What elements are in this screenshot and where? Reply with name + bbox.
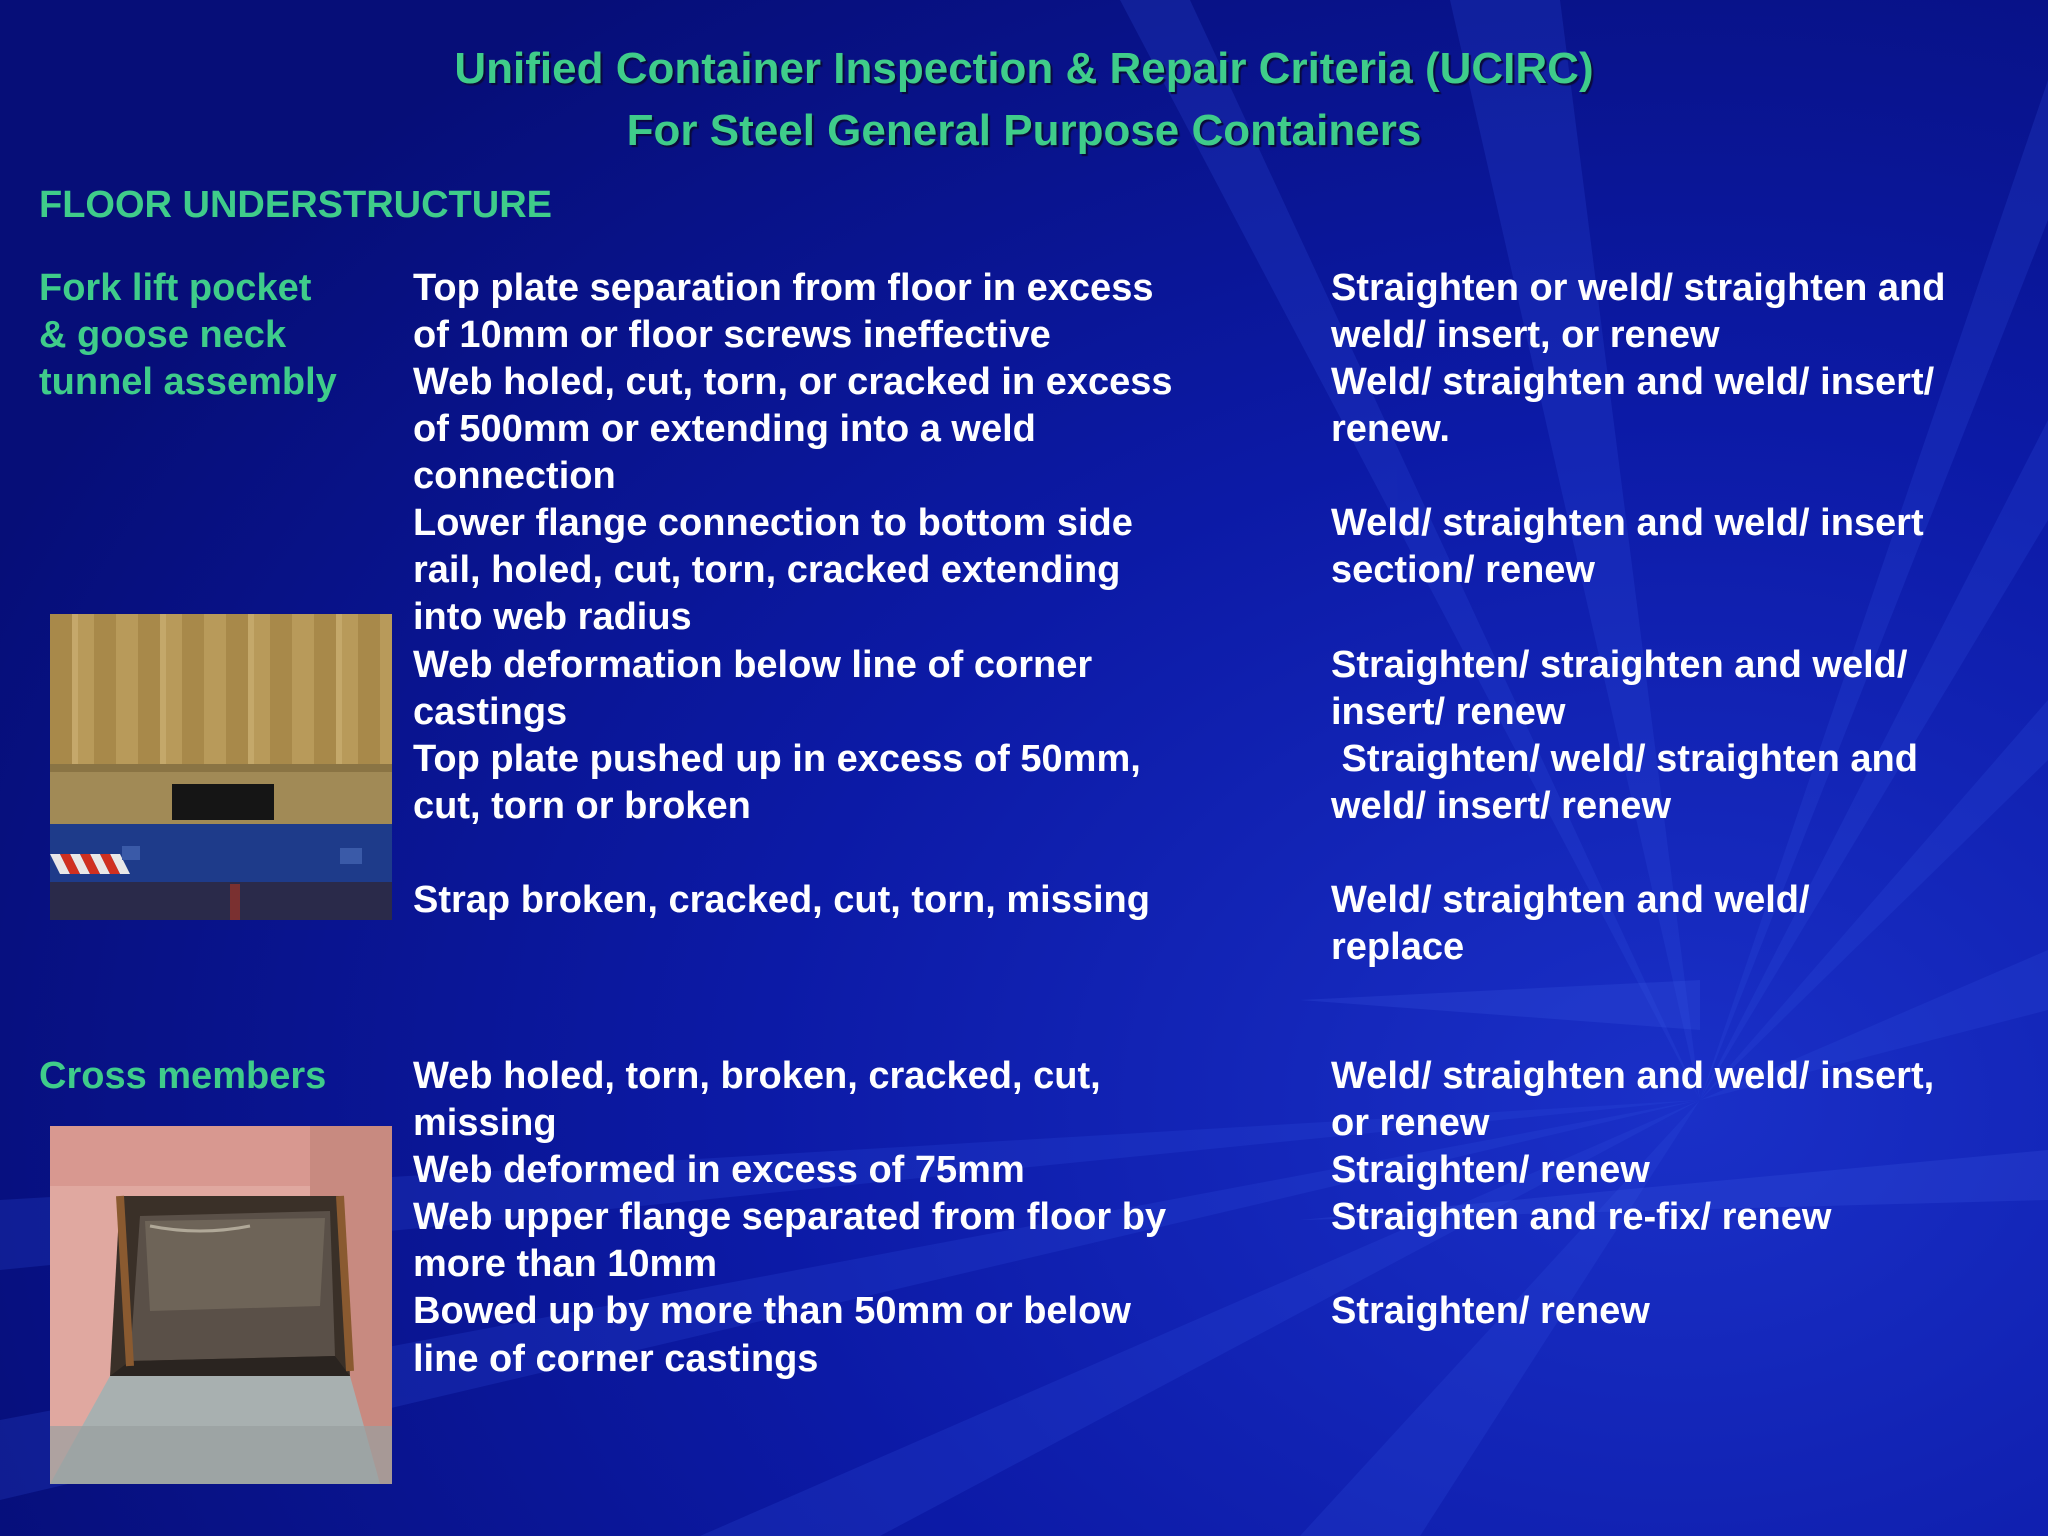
forklift-damage-line: Top plate separation from floor in excess xyxy=(413,267,1154,309)
cross-members-repair-line: Straighten/ renew xyxy=(1331,1290,1650,1332)
forklift-repair-line: Weld/ straighten and weld/ insert/ xyxy=(1331,361,1935,403)
cross-members-label: Cross members xyxy=(39,1055,327,1097)
forklift-repair-line: replace xyxy=(1331,926,1465,968)
cross-members-damage-line: Bowed up by more than 50mm or below xyxy=(413,1290,1131,1332)
section-heading: FLOOR UNDERSTRUCTURE xyxy=(39,184,552,226)
slide-title-line-2: For Steel General Purpose Containers xyxy=(626,106,1422,155)
forklift-damage-line: into web radius xyxy=(413,596,692,638)
forklift-damage-line: cut, torn or broken xyxy=(413,785,751,827)
forklift-repair-line: Weld/ straighten and weld/ xyxy=(1331,879,1810,921)
forklift-damage-line: of 500mm or extending into a weld xyxy=(413,408,1036,450)
cross-members-damage-line: more than 10mm xyxy=(413,1243,718,1285)
cross-members-damage-line: line of corner castings xyxy=(413,1338,819,1380)
forklift-repair-line: insert/ renew xyxy=(1331,691,1566,733)
forklift-repair-line: weld/ insert, or renew xyxy=(1331,314,1720,356)
cross-members-damage-line: missing xyxy=(413,1102,557,1144)
forklift-repair-line: renew. xyxy=(1331,408,1450,450)
cross-members-damage-line: Web deformed in excess of 75mm xyxy=(413,1149,1025,1191)
forklift-repair-line: Straighten/ weld/ straighten and xyxy=(1331,738,1918,780)
forklift-label-line-1: Fork lift pocket xyxy=(39,267,312,309)
forklift-repair-line: weld/ insert/ renew xyxy=(1331,785,1671,827)
cross-members-damage-line: Web holed, torn, broken, cracked, cut, xyxy=(413,1055,1101,1097)
forklift-repair-line: Straighten or weld/ straighten and xyxy=(1331,267,1946,309)
forklift-damage-line: Top plate pushed up in excess of 50mm, xyxy=(413,738,1141,780)
cross-member-photo xyxy=(50,1126,392,1484)
forklift-damage-line: Lower flange connection to bottom side xyxy=(413,502,1133,544)
cross-members-repair-line: or renew xyxy=(1331,1102,1490,1144)
forklift-repair-line: Straighten/ straighten and weld/ xyxy=(1331,644,1908,686)
forklift-damage-line: Web holed, cut, torn, or cracked in excess xyxy=(413,361,1173,403)
forklift-damage-line: rail, holed, cut, torn, cracked extending xyxy=(413,549,1121,591)
forklift-repair-line: Weld/ straighten and weld/ insert xyxy=(1331,502,1924,544)
cross-members-repair-line: Straighten and re-fix/ renew xyxy=(1331,1196,1832,1238)
cross-members-repair-line: Straighten/ renew xyxy=(1331,1149,1650,1191)
forklift-label-line-3: tunnel assembly xyxy=(39,361,337,403)
cross-members-damage-line: Web upper flange separated from floor by xyxy=(413,1196,1167,1238)
forklift-damage-line: connection xyxy=(413,455,616,497)
cross-members-repair-line: Weld/ straighten and weld/ insert, xyxy=(1331,1055,1935,1097)
forklift-damage-line: Web deformation below line of corner xyxy=(413,644,1093,686)
slide-title-line-1: Unified Container Inspection & Repair Criteria (UCIRC) xyxy=(454,44,1594,93)
forklift-damage-line: Strap broken, cracked, cut, torn, missing xyxy=(413,879,1150,921)
forklift-repair-line: section/ renew xyxy=(1331,549,1595,591)
forklift-damage-line: of 10mm or floor screws ineffective xyxy=(413,314,1051,356)
forklift-pocket-photo xyxy=(50,614,392,920)
forklift-label-line-2: & goose neck xyxy=(39,314,287,356)
forklift-damage-line: castings xyxy=(413,691,568,733)
